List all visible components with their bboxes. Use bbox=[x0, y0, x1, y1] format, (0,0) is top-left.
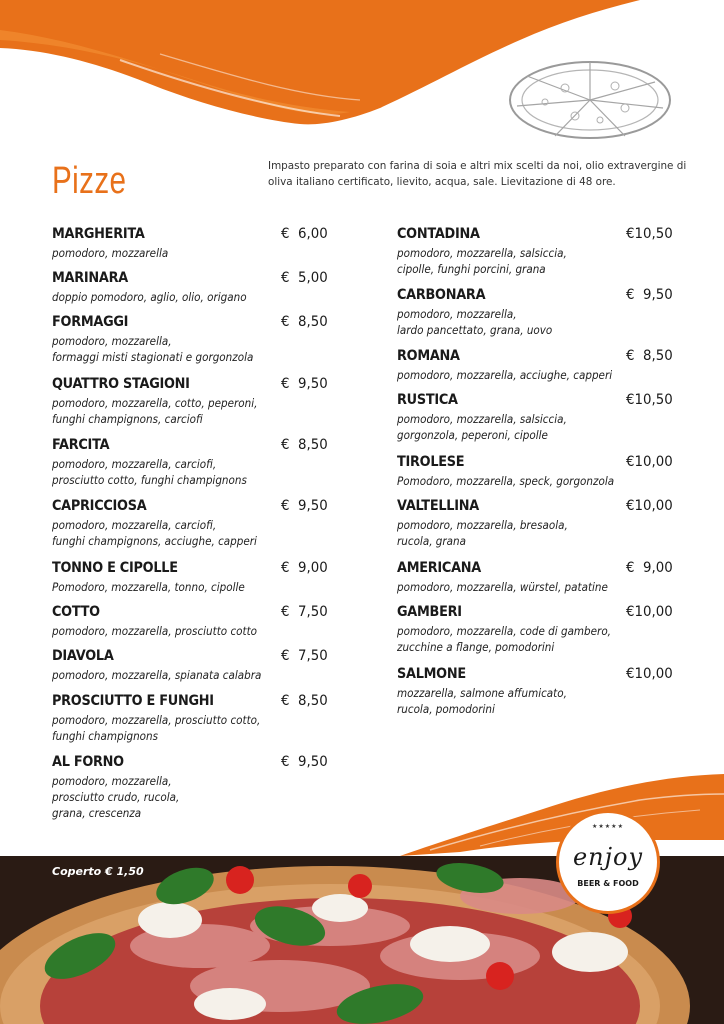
menu-item-ingredients: doppio pomodoro, aglio, olio, origano bbox=[52, 291, 247, 304]
page-title: Pizze bbox=[52, 160, 127, 202]
menu-item-header bbox=[397, 454, 673, 474]
menu-item-ingredients: pomodoro, mozzarella bbox=[52, 247, 169, 260]
menu-item-price: € 9,50 bbox=[626, 287, 673, 303]
menu-item bbox=[52, 314, 328, 366]
menu-item bbox=[397, 454, 673, 490]
menu-item bbox=[52, 270, 328, 306]
menu-item bbox=[52, 226, 328, 262]
menu-item-name: FARCITA bbox=[52, 437, 110, 453]
menu-item-header bbox=[52, 560, 328, 580]
menu-item-name: RUSTICA bbox=[397, 392, 458, 408]
menu-item bbox=[52, 498, 328, 550]
menu-item-header bbox=[397, 287, 673, 307]
menu-item-ingredients: pomodoro, mozzarella, salsiccia, bbox=[397, 413, 567, 426]
menu-item-header bbox=[52, 754, 328, 774]
menu-item bbox=[397, 392, 673, 444]
menu-item bbox=[397, 287, 673, 339]
menu-item-header bbox=[397, 604, 673, 624]
menu-item-name: VALTELLINA bbox=[397, 498, 479, 514]
menu-item-ingredients: pomodoro, mozzarella, carciofi, bbox=[52, 458, 217, 471]
menu-item-name: PROSCIUTTO E FUNGHI bbox=[52, 693, 214, 709]
menu-item-header bbox=[52, 270, 328, 290]
menu-item-ingredients: zucchine a flange, pomodorini bbox=[397, 641, 555, 654]
menu-item-ingredients: funghi champignons, acciughe, capperi bbox=[52, 535, 257, 548]
dough-description: Impasto preparato con farina di soia e altri mix scelti da noi, olio extravergine di oliva italiano certificato, lievito, acqua, sale. Lievitazione di 48 ore. bbox=[268, 160, 687, 188]
pizza-sketch-icon bbox=[505, 58, 675, 142]
menu-item bbox=[52, 560, 328, 596]
menu-item-ingredients: pomodoro, mozzarella, cotto, peperoni, bbox=[52, 397, 258, 410]
menu-item-ingredients: rucola, pomodorini bbox=[397, 703, 495, 716]
menu-item-ingredients: mozzarella, salmone affumicato, bbox=[397, 687, 567, 700]
menu-item-name: MARGHERITA bbox=[52, 226, 145, 242]
menu-item-price: € 7,50 bbox=[281, 604, 328, 620]
menu-item-ingredients: prosciutto cotto, funghi champignons bbox=[52, 474, 247, 487]
menu-item-price: €10,50 bbox=[626, 392, 673, 408]
menu-item-name: DIAVOLA bbox=[52, 648, 114, 664]
menu-item-ingredients: pomodoro, mozzarella, acciughe, capperi bbox=[397, 369, 613, 382]
menu-item-price: €10,00 bbox=[626, 604, 673, 620]
menu-item-price: € 8,50 bbox=[626, 348, 673, 364]
logo-stars: ★★★★★ bbox=[592, 823, 624, 830]
menu-item-price: €10,00 bbox=[626, 454, 673, 470]
menu-item bbox=[52, 604, 328, 640]
menu-item-ingredients: pomodoro, mozzarella, prosciutto cotto, bbox=[52, 714, 261, 727]
menu-item-name: TIROLESE bbox=[397, 454, 465, 470]
menu-item-header bbox=[52, 437, 328, 457]
menu-item-price: € 9,00 bbox=[626, 560, 673, 576]
menu-item-price: € 6,00 bbox=[281, 226, 328, 242]
menu-item-ingredients: pomodoro, mozzarella, prosciutto cotto bbox=[52, 625, 258, 638]
menu-item-name: COTTO bbox=[52, 604, 100, 620]
menu-item-ingredients: cipolle, funghi porcini, grana bbox=[397, 263, 546, 276]
logo-word: enjoy bbox=[572, 843, 644, 871]
menu-item bbox=[52, 693, 328, 745]
menu-item-price: € 5,00 bbox=[281, 270, 328, 286]
menu-item bbox=[397, 498, 673, 550]
menu-item-name: QUATTRO STAGIONI bbox=[52, 376, 190, 392]
menu-item-name: CONTADINA bbox=[397, 226, 480, 242]
menu-item-ingredients: pomodoro, mozzarella, bbox=[397, 308, 517, 321]
menu-item bbox=[52, 648, 328, 684]
menu-item-ingredients: pomodoro, mozzarella, bresaola, bbox=[397, 519, 568, 532]
menu-item bbox=[397, 348, 673, 384]
menu-item-header bbox=[52, 604, 328, 624]
menu-item-ingredients: Pomodoro, mozzarella, tonno, cipolle bbox=[52, 581, 245, 594]
menu-item-price: € 9,00 bbox=[281, 560, 328, 576]
cover-charge: Coperto € 1,50 bbox=[52, 865, 144, 878]
menu-item bbox=[52, 754, 328, 822]
menu-item-price: € 9,50 bbox=[281, 376, 328, 392]
menu-item-header bbox=[397, 392, 673, 412]
menu-item-name: CAPRICCIOSA bbox=[52, 498, 147, 514]
menu-item-ingredients: rucola, grana bbox=[397, 535, 466, 548]
menu-item-ingredients: pomodoro, mozzarella, salsiccia, bbox=[397, 247, 567, 260]
menu-item-header bbox=[52, 376, 328, 396]
menu-item-ingredients: pomodoro, mozzarella, würstel, patatine bbox=[397, 581, 608, 594]
menu-item-name: AMERICANA bbox=[397, 560, 481, 576]
menu-item-ingredients: pomodoro, mozzarella, spianata calabra bbox=[52, 669, 262, 682]
menu-item-name: ROMANA bbox=[397, 348, 460, 364]
menu-item-ingredients: pomodoro, mozzarella, carciofi, bbox=[52, 519, 217, 532]
menu-item-header bbox=[52, 648, 328, 668]
menu-item-price: € 9,50 bbox=[281, 498, 328, 514]
menu-item-ingredients: formaggi misti stagionati e gorgonzola bbox=[52, 351, 254, 364]
menu-item-price: €10,50 bbox=[626, 226, 673, 242]
menu-item bbox=[52, 376, 328, 428]
menu-item-name: FORMAGGI bbox=[52, 314, 129, 330]
menu-item bbox=[397, 604, 673, 656]
menu-item-price: € 7,50 bbox=[281, 648, 328, 664]
menu-item-name: AL FORNO bbox=[52, 754, 124, 770]
menu-item-header bbox=[397, 498, 673, 518]
menu-item-header bbox=[397, 348, 673, 368]
logo-subtitle: BEER & FOOD bbox=[577, 879, 639, 888]
menu-item-ingredients: prosciutto crudo, rucola, bbox=[52, 791, 180, 804]
menu-item-ingredients: Pomodoro, mozzarella, speck, gorgonzola bbox=[397, 475, 615, 488]
menu-item-ingredients: funghi champignons bbox=[52, 730, 159, 743]
menu-item-header bbox=[397, 666, 673, 686]
menu-item-price: € 8,50 bbox=[281, 437, 328, 453]
menu-item-name: CARBONARA bbox=[397, 287, 486, 303]
menu-item-price: €10,00 bbox=[626, 498, 673, 514]
menu-item-header bbox=[52, 314, 328, 334]
menu-item bbox=[397, 666, 673, 718]
menu-item-name: GAMBERI bbox=[397, 604, 462, 620]
menu-item-name: TONNO E CIPOLLE bbox=[52, 560, 178, 576]
menu-item-header bbox=[397, 226, 673, 246]
menu-item bbox=[397, 226, 673, 278]
menu-item-price: €10,00 bbox=[626, 666, 673, 682]
menu-item-ingredients: pomodoro, mozzarella, bbox=[52, 335, 172, 348]
menu-item-ingredients: funghi champignons, carciofi bbox=[52, 413, 203, 426]
menu-item-header bbox=[52, 498, 328, 518]
menu-item bbox=[397, 560, 673, 596]
menu-item-price: € 8,50 bbox=[281, 314, 328, 330]
menu-item-price: € 9,50 bbox=[281, 754, 328, 770]
menu-item-header bbox=[397, 560, 673, 580]
menu-item-ingredients: pomodoro, mozzarella, code di gambero, bbox=[397, 625, 612, 638]
menu-item-name: MARINARA bbox=[52, 270, 128, 286]
menu-item-price: € 8,50 bbox=[281, 693, 328, 709]
enjoy-logo bbox=[556, 810, 660, 914]
menu-item-ingredients: pomodoro, mozzarella, bbox=[52, 775, 172, 788]
menu-item-ingredients: grana, crescenza bbox=[52, 807, 142, 820]
menu-item-ingredients: gorgonzola, peperoni, cipolle bbox=[397, 429, 548, 442]
menu-item-header bbox=[52, 226, 328, 246]
menu-item-header bbox=[52, 693, 328, 713]
menu-item bbox=[52, 437, 328, 489]
menu-item-name: SALMONE bbox=[397, 666, 466, 682]
menu-item-ingredients: lardo pancettato, grana, uovo bbox=[397, 324, 553, 337]
